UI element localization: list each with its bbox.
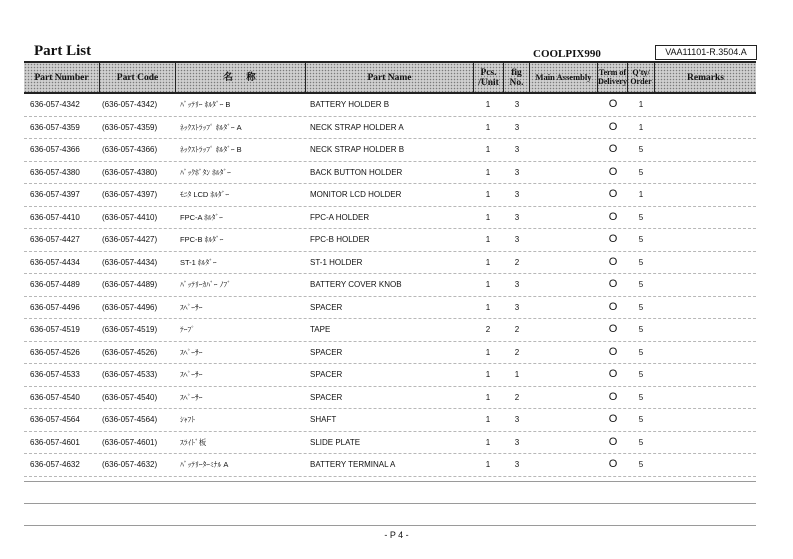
fig-no-cell: 3: [514, 145, 520, 154]
table-row: [24, 184, 756, 207]
part-number-cell: 636-057-4540: [30, 392, 80, 402]
fig-no-cell: 2: [514, 257, 520, 267]
japanese-name-cell: ﾈｯｸｽﾄﾗｯﾌﾟ ﾎﾙﾀﾞｰ B: [180, 145, 242, 154]
part-code-cell: (636-057-4564): [102, 415, 158, 424]
term-of-delivery-cell: O: [608, 413, 618, 425]
header-qty-order: Q'ty/ Order: [628, 63, 655, 92]
qty-order-cell: 1: [638, 190, 644, 199]
japanese-name-cell: ﾊﾞｯﾃﾘｰ ﾎﾙﾀﾞｰ B: [180, 100, 231, 109]
qty-order-cell: 1: [638, 122, 644, 132]
japanese-name-cell: ｼｬﾌﾄ: [180, 415, 195, 424]
pcs-cell: 1: [485, 100, 491, 109]
term-of-delivery-cell: O: [608, 255, 618, 268]
part-code-cell: (636-057-4427): [102, 235, 158, 244]
part-number-cell: 636-057-4380: [30, 167, 80, 177]
fig-no-cell: 3: [514, 100, 520, 109]
part-code-cell: (636-057-4489): [102, 280, 158, 289]
table-header: [24, 61, 756, 94]
header-japanese-name: 名 称: [176, 63, 306, 92]
pcs-cell: 1: [485, 190, 491, 199]
fig-no-cell: 3: [514, 167, 520, 177]
table-row: [24, 162, 756, 185]
fig-no-cell: 2: [514, 325, 520, 334]
qty-order-cell: 5: [638, 257, 644, 267]
part-name-cell: BATTERY TERMINAL A: [310, 460, 396, 469]
document-number: VAA11101-R.3504.A: [655, 45, 757, 60]
qty-order-cell: 1: [638, 100, 644, 109]
part-code-cell: (636-057-4526): [102, 347, 158, 357]
qty-order-cell: 5: [638, 392, 644, 402]
japanese-name-cell: ｽﾗｲﾄﾞ板: [180, 437, 207, 447]
term-of-delivery-cell: O: [608, 233, 618, 245]
fig-no-cell: 3: [514, 280, 520, 289]
blank-row-divider: [24, 525, 756, 526]
pcs-cell: 1: [485, 212, 491, 222]
blank-row-divider: [24, 481, 756, 482]
part-number-cell: 636-057-4359: [30, 122, 80, 132]
part-table-body: [24, 94, 756, 477]
part-code-cell: (636-057-4496): [102, 302, 158, 312]
fig-no-cell: 3: [514, 122, 520, 132]
fig-no-cell: 2: [514, 347, 520, 357]
qty-order-cell: 5: [638, 280, 644, 289]
term-of-delivery-cell: O: [608, 210, 618, 223]
part-number-cell: 636-057-4366: [30, 145, 80, 154]
part-code-cell: (636-057-4434): [102, 257, 158, 267]
part-code-cell: (636-057-4342): [102, 100, 158, 109]
part-code-cell: (636-057-4366): [102, 145, 158, 154]
term-of-delivery-cell: O: [608, 390, 618, 403]
model-name: COOLPIX990: [533, 48, 601, 60]
japanese-name-cell: ﾊﾞｯｸﾎﾞﾀﾝ ﾎﾙﾀﾞｰ: [180, 167, 231, 177]
qty-order-cell: 5: [638, 235, 644, 244]
term-of-delivery-cell: O: [608, 165, 618, 178]
table-row: [24, 409, 756, 432]
part-number-cell: 636-057-4342: [30, 100, 80, 109]
part-code-cell: (636-057-4359): [102, 122, 158, 132]
pcs-cell: 1: [485, 370, 491, 379]
part-number-cell: 636-057-4434: [30, 257, 80, 267]
part-name-cell: SHAFT: [310, 415, 337, 424]
japanese-name-cell: FPC-A ﾎﾙﾀﾞｰ: [180, 212, 223, 222]
qty-order-cell: 5: [638, 415, 644, 424]
header-term-of-delivery: Term of Delivery: [598, 63, 628, 92]
japanese-name-cell: ﾓﾆﾀ LCD ﾎﾙﾀﾞｰ: [180, 190, 230, 199]
fig-no-cell: 1: [514, 370, 520, 379]
part-name-cell: NECK STRAP HOLDER B: [310, 145, 405, 154]
term-of-delivery-cell: O: [608, 435, 618, 448]
part-name-cell: SPACER: [310, 392, 343, 402]
japanese-name-cell: ｽﾍﾟｰｻｰ: [180, 302, 203, 312]
part-code-cell: (636-057-4519): [102, 325, 158, 334]
term-of-delivery-cell: O: [608, 188, 618, 200]
part-name-cell: ST-1 HOLDER: [310, 257, 363, 267]
japanese-name-cell: ｽﾍﾟｰｻｰ: [180, 370, 203, 379]
table-row: [24, 94, 756, 117]
qty-order-cell: 5: [638, 302, 644, 312]
header-part-code: Part Code: [100, 63, 176, 92]
part-code-cell: (636-057-4397): [102, 190, 158, 199]
part-number-cell: 636-057-4489: [30, 280, 80, 289]
part-number-cell: 636-057-4564: [30, 415, 80, 424]
japanese-name-cell: ﾊﾞｯﾃﾘｰｶﾊﾞｰ ﾉﾌﾞ: [180, 280, 231, 289]
header-fig-no: fig No.: [504, 63, 530, 92]
part-name-cell: MONITOR LCD HOLDER: [310, 190, 402, 199]
part-number-cell: 636-057-4526: [30, 347, 80, 357]
blank-row-divider: [24, 503, 756, 504]
table-row: [24, 252, 756, 275]
pcs-cell: 1: [485, 347, 491, 357]
qty-order-cell: 5: [638, 347, 644, 357]
term-of-delivery-cell: O: [608, 120, 618, 133]
term-of-delivery-cell: O: [608, 368, 618, 380]
table-row: [24, 432, 756, 455]
part-number-cell: 636-057-4632: [30, 460, 80, 469]
part-name-cell: SPACER: [310, 370, 343, 379]
fig-no-cell: 3: [514, 415, 520, 424]
part-name-cell: FPC-B HOLDER: [310, 235, 370, 244]
qty-order-cell: 5: [638, 212, 644, 222]
pcs-cell: 1: [485, 437, 491, 447]
fig-no-cell: 3: [514, 212, 520, 222]
header-main-assembly: Main Assembly: [530, 63, 598, 92]
fig-no-cell: 3: [514, 460, 520, 469]
japanese-name-cell: ﾊﾞｯﾃﾘｰﾀｰﾐﾅﾙ A: [180, 460, 229, 469]
part-code-cell: (636-057-4601): [102, 437, 158, 447]
pcs-cell: 1: [485, 145, 491, 154]
part-code-cell: (636-057-4632): [102, 460, 158, 469]
header-remarks: Remarks: [687, 72, 724, 83]
japanese-name-cell: ﾃｰﾌﾟ: [180, 325, 195, 334]
part-number-cell: 636-057-4519: [30, 325, 80, 334]
table-row: [24, 319, 756, 342]
part-name-cell: SPACER: [310, 347, 343, 357]
part-name-cell: SPACER: [310, 302, 343, 312]
part-code-cell: (636-057-4380): [102, 167, 158, 177]
table-row: [24, 274, 756, 297]
fig-no-cell: 3: [514, 437, 520, 447]
part-name-cell: TAPE: [310, 325, 331, 334]
header-part-number: Part Number: [24, 63, 100, 92]
part-number-cell: 636-057-4533: [30, 370, 80, 379]
table-row: [24, 364, 756, 387]
part-code-cell: (636-057-4533): [102, 370, 158, 379]
fig-no-cell: 2: [514, 392, 520, 402]
table-row: [24, 342, 756, 365]
part-name-cell: SLIDE PLATE: [310, 437, 361, 447]
japanese-name-cell: ST-1 ﾎﾙﾀﾞｰ: [180, 257, 217, 267]
qty-order-cell: 5: [638, 460, 644, 469]
pcs-cell: 1: [485, 257, 491, 267]
pcs-cell: 1: [485, 392, 491, 402]
japanese-name-cell: FPC-B ﾎﾙﾀﾞｰ: [180, 235, 224, 244]
part-number-cell: 636-057-4496: [30, 302, 80, 312]
term-of-delivery-cell: O: [608, 98, 618, 110]
part-number-cell: 636-057-4601: [30, 437, 80, 447]
term-of-delivery-cell: O: [608, 345, 618, 358]
term-of-delivery-cell: O: [608, 300, 618, 313]
term-of-delivery-cell: O: [608, 458, 618, 470]
header-pcs-unit: Pcs. /Unit: [474, 63, 504, 92]
part-code-cell: (636-057-4410): [102, 212, 158, 222]
page-number: - P 4 -: [384, 530, 409, 540]
part-name-cell: BACK BUTTON HOLDER: [310, 167, 403, 177]
table-row: [24, 117, 756, 140]
part-name-cell: BATTERY HOLDER B: [310, 100, 390, 109]
pcs-cell: 1: [485, 280, 491, 289]
qty-order-cell: 5: [638, 325, 644, 334]
fig-no-cell: 3: [514, 302, 520, 312]
part-code-cell: (636-057-4540): [102, 392, 158, 402]
pcs-cell: 1: [485, 460, 491, 469]
qty-order-cell: 5: [638, 145, 644, 154]
table-row: [24, 387, 756, 410]
table-row: [24, 207, 756, 230]
japanese-name-cell: ﾈｯｸｽﾄﾗｯﾌﾟ ﾎﾙﾀﾞｰ A: [180, 122, 242, 132]
fig-no-cell: 3: [514, 190, 520, 199]
japanese-name-cell: ｽﾍﾟｰｻｰ: [180, 347, 203, 357]
pcs-cell: 1: [485, 122, 491, 132]
qty-order-cell: 5: [638, 370, 644, 379]
pcs-cell: 1: [485, 415, 491, 424]
fig-no-cell: 3: [514, 235, 520, 244]
term-of-delivery-cell: O: [608, 143, 618, 155]
term-of-delivery-cell: O: [608, 278, 618, 290]
table-row: [24, 229, 756, 252]
part-number-cell: 636-057-4410: [30, 212, 80, 222]
pcs-cell: 1: [485, 235, 491, 244]
pcs-cell: 2: [485, 325, 491, 334]
part-name-cell: NECK STRAP HOLDER A: [310, 122, 404, 132]
part-number-cell: 636-057-4427: [30, 235, 80, 244]
page-title: Part List: [34, 43, 92, 59]
qty-order-cell: 5: [638, 167, 644, 177]
part-name-cell: FPC-A HOLDER: [310, 212, 370, 222]
part-number-cell: 636-057-4397: [30, 190, 80, 199]
table-row: [24, 454, 756, 477]
qty-order-cell: 5: [638, 437, 644, 447]
header-part-name: Part Name: [306, 63, 474, 92]
term-of-delivery-cell: O: [608, 323, 618, 335]
part-name-cell: BATTERY COVER KNOB: [310, 280, 402, 289]
table-row: [24, 297, 756, 320]
japanese-name-cell: ｽﾍﾟｰｻｰ: [180, 392, 203, 402]
pcs-cell: 1: [485, 167, 491, 177]
pcs-cell: 1: [485, 302, 491, 312]
table-row: [24, 139, 756, 162]
